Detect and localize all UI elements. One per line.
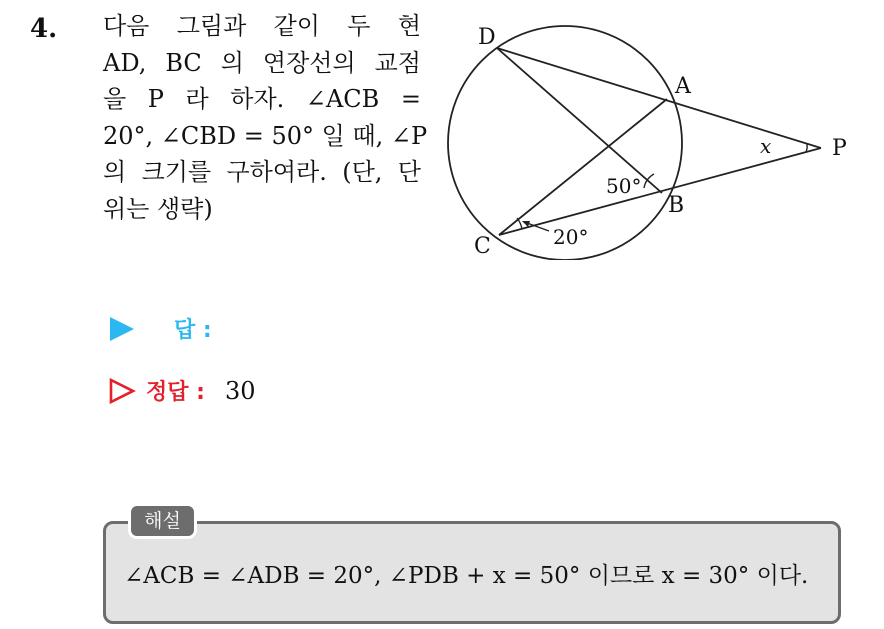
answer-row [108,313,232,344]
label-c: C [474,234,491,259]
explanation-text: ∠ACB = ∠ADB = 20°, ∠PDB + x = 50° 이므로 x = 30° 이다. [124,563,809,589]
correct-answer-label: 정답 : [146,380,205,405]
label-b: B [668,193,685,218]
geometry-figure [440,10,870,260]
angle-p-arc [806,144,807,152]
correct-answer-value: 30 [224,376,256,405]
question-line-3: 을 P 라 하자. ∠ACB = [103,85,421,113]
question-line-2: AD, BC 의 연장선의 교점 [103,48,421,77]
outline-triangle-icon [108,378,136,404]
question-line-5: 의 크기를 구하여라. (단, 단 [103,158,421,186]
chord-db [497,48,662,193]
label-a: A [675,74,691,99]
correct-answer-row [108,375,256,406]
label-angle-x: x [760,134,772,158]
explanation-tag: 해설 [128,503,197,539]
label-angle-20: 20° [553,225,589,249]
question-text [103,8,428,227]
label-p: P [832,136,847,161]
question-line-6: 위는 생략) [103,194,213,223]
chord-ca [499,99,667,235]
line-dp [497,48,821,148]
question-line-4: 20°, ∠CBD = 50° 일 때, ∠P [103,121,428,150]
answer-label: 답 : [174,318,212,343]
question-line-1: 다음 그림과 같이 두 현 [103,12,421,40]
question-number: 4. [30,14,58,44]
label-angle-50: 50° [606,174,642,198]
filled-triangle-icon [108,316,136,342]
label-d: D [478,25,496,50]
angle-c-arc [517,218,522,229]
